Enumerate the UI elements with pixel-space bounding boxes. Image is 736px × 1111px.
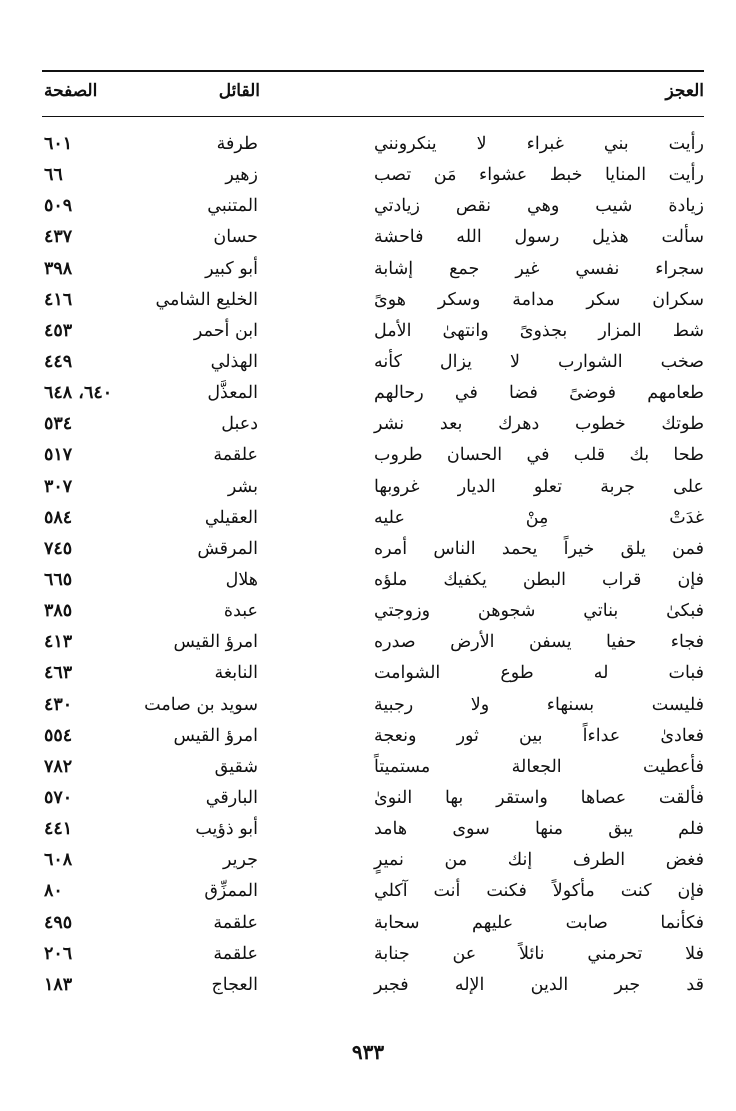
page-reference: ٥٠٩ [44, 196, 73, 217]
page-reference: ٤٥٣ [44, 320, 73, 341]
verse-hemistich: قد جبر الدين الإله فجبر [374, 974, 704, 995]
verse-hemistich: فإن كنت مأكولاً فكنت أنت آكلي [374, 881, 704, 902]
page-reference: ٦٦ [44, 165, 63, 186]
table-row [0, 317, 736, 348]
table-row [0, 286, 736, 317]
page-reference: ٤١٦ [44, 289, 73, 310]
table-row [0, 597, 736, 628]
verse-hemistich: فإن قراب البطن يكفيك ملؤه [374, 569, 704, 590]
table-row [0, 784, 736, 815]
table-row [0, 348, 736, 379]
verse-hemistich: رأيت بني غبراء لا ينكرونني [374, 134, 704, 154]
page-reference: ٥٥٤ [44, 725, 73, 746]
page-reference: ٤٩٥ [44, 912, 73, 933]
speaker-name: النابغة [214, 663, 258, 684]
header-verse: العجز [665, 81, 704, 101]
speaker-name: طرفة [216, 134, 258, 154]
header-rule [42, 116, 704, 117]
speaker-name: المعذَّل [207, 383, 258, 404]
verse-hemistich: غدَتْ مِنْ عليه [374, 507, 704, 528]
page-number: ٩٣٣ [351, 1040, 385, 1064]
verse-hemistich: على جربة تعلو الديار غروبها [374, 476, 704, 497]
page-reference: ٦٤٠، ٦٤٨ [44, 383, 113, 404]
verse-hemistich: سجراء نفسي غير جمع إشابة [374, 258, 704, 279]
speaker-name: العقيلي [204, 507, 258, 528]
page-reference: ٤٣٧ [44, 227, 73, 248]
table-row [0, 161, 736, 192]
page-reference: ٨٠ [44, 881, 63, 902]
speaker-name: ابن أحمر [193, 320, 258, 341]
verse-hemistich: طعامهم فوضىً فضا في رحالهم [374, 383, 704, 404]
page-reference: ٥١٧ [44, 445, 73, 466]
speaker-name: الخليع الشامي [155, 289, 258, 310]
table-row [0, 909, 736, 940]
page-reference: ٣٩٨ [44, 258, 73, 279]
speaker-name: عبدة [223, 601, 258, 622]
speaker-name: الممزِّق [204, 881, 258, 902]
page-reference: ٥٨٤ [44, 507, 73, 528]
speaker-name: المتنبي [207, 196, 258, 217]
speaker-name: أبو كبير [205, 258, 258, 279]
verse-hemistich: سألت هذيل رسول الله فاحشة [374, 227, 704, 248]
verse-hemistich: فكأنما صابت عليهم سحابة [374, 912, 704, 933]
header-page: الصفحة [44, 81, 98, 101]
speaker-name: المرقش [197, 538, 258, 559]
speaker-name: علقمة [213, 445, 258, 466]
table-row [0, 877, 736, 908]
speaker-name: سويد بن صامت [144, 694, 258, 715]
verse-hemistich: فأعطيت الجعالة مستميتاً [374, 756, 704, 777]
table-row [0, 473, 736, 504]
table-row [0, 940, 736, 971]
table-row [0, 815, 736, 846]
header-speaker: القائل [218, 81, 260, 101]
page-reference: ٥٧٠ [44, 787, 73, 808]
speaker-name: دعبل [221, 414, 258, 435]
page-reference: ٤٤٩ [44, 351, 73, 372]
speaker-name: الهذلي [210, 351, 258, 372]
speaker-name: هلال [225, 569, 258, 590]
speaker-name: جرير [223, 850, 258, 871]
verse-hemistich: فلم يبق منها سوى هامد [374, 819, 704, 840]
verse-hemistich: فليست بسنهاء ولا رجبية [374, 694, 704, 715]
speaker-name: بشر [227, 476, 258, 497]
page-reference: ٤١٣ [44, 632, 73, 653]
table-row [0, 192, 736, 223]
page-reference: ١٨٣ [44, 974, 73, 995]
page-reference: ٦٦٥ [44, 569, 73, 590]
verse-hemistich: رأيت المنايا خبط عشواء مَن تصب [374, 165, 704, 186]
index-table [0, 130, 736, 1002]
table-row [0, 223, 736, 254]
table-row [0, 379, 736, 410]
verse-hemistich: فألقت عصاها واستقر بها النوىٰ [374, 787, 704, 808]
page-reference: ٣٠٧ [44, 476, 73, 497]
verse-hemistich: فبات له طوع الشوامت [374, 663, 704, 684]
page-reference: ٦٠٨ [44, 850, 73, 871]
table-row [0, 441, 736, 472]
verse-hemistich: صخب الشوارب لا يزال كأنه [374, 351, 704, 372]
table-row [0, 659, 736, 690]
page-reference: ٧٨٢ [44, 756, 73, 777]
speaker-name: امرؤ القيس [173, 725, 258, 746]
page-reference: ٧٤٥ [44, 538, 73, 559]
table-row [0, 130, 736, 161]
page-reference: ٤٣٠ [44, 694, 73, 715]
verse-hemistich: زيادة شيب وهي نقص زيادتي [374, 196, 704, 217]
speaker-name: العجاج [211, 974, 258, 995]
table-row [0, 691, 736, 722]
speaker-name: امرؤ القيس [173, 632, 258, 653]
speaker-name: أبو ذؤيب [195, 819, 258, 840]
table-row [0, 846, 736, 877]
page-reference: ٢٠٦ [44, 943, 73, 964]
verse-hemistich: فجاء حفيا يسفن الأرض صدره [374, 632, 704, 653]
table-row [0, 566, 736, 597]
verse-hemistich: فغض الطرف إنك من نميرٍ [374, 850, 704, 871]
table-row [0, 722, 736, 753]
page-reference: ٥٣٤ [44, 414, 73, 435]
verse-hemistich: طوتك خطوب دهرك بعد نشر [374, 414, 704, 435]
verse-hemistich: فعادىٰ عداءاً بين ثور ونعجة [374, 725, 704, 746]
speaker-name: شقيق [214, 756, 258, 777]
speaker-name: حسان [213, 227, 258, 248]
speaker-name: البارقي [205, 787, 258, 808]
speaker-name: علقمة [213, 912, 258, 933]
table-row [0, 504, 736, 535]
table-row [0, 753, 736, 784]
top-rule [42, 70, 704, 72]
table-row [0, 628, 736, 659]
table-row [0, 535, 736, 566]
verse-hemistich: طحا بك قلب في الحسان طروب [374, 445, 704, 466]
page-reference: ٦٠١ [44, 134, 73, 154]
speaker-name: علقمة [213, 943, 258, 964]
verse-hemistich: سكران سكر مدامة وسكر هوىً [374, 289, 704, 310]
speaker-name: زهير [225, 165, 258, 186]
verse-hemistich: فلا تحرمني نائلاً عن جنابة [374, 943, 704, 964]
page-reference: ٣٨٥ [44, 601, 73, 622]
table-row [0, 255, 736, 286]
verse-hemistich: فبكىٰ بناتي شجوهن وزوجتي [374, 601, 704, 622]
page-reference: ٤٤١ [44, 819, 73, 840]
table-row [0, 410, 736, 441]
verse-hemistich: شط المزار بجذوىً وانتهىٰ الأمل [374, 320, 704, 341]
page-reference: ٤٦٣ [44, 663, 73, 684]
table-row [0, 971, 736, 1002]
verse-hemistich: فمن يلق خيراً يحمد الناس أمره [374, 538, 704, 559]
